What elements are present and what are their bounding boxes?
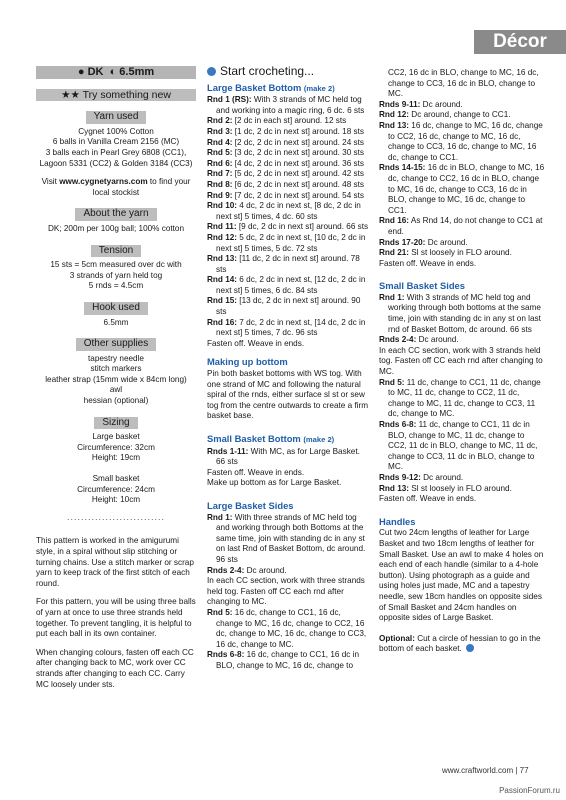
supply-item: leather strap (15mm wide x 84cm long)	[45, 374, 187, 384]
hook-size: 6.5mm	[119, 66, 155, 78]
yarn-line: 3 balls each in Pearl Grey 6808 (CC1), Lagoon 5331 (CC2) & Golden 3184 (CC3)	[39, 147, 193, 168]
hook-used-text: 6.5mm	[103, 317, 129, 327]
supply-item: hessian (optional)	[83, 396, 149, 406]
end-mark-icon	[466, 644, 474, 652]
tension-text: 15 sts = 5cm measured over dc with 3 strands of yarn held tog 5 rnds = 4.5cm	[50, 260, 182, 291]
other-supplies-heading: Other supplies	[76, 338, 156, 351]
supply-item: stitch markers	[90, 364, 142, 374]
sizing-text: Large basket Circumference: 32cm Height: 19cm Small basket Circumference: 24cm Height: 10cm	[77, 432, 155, 505]
divider-dots: ............................	[66, 511, 165, 522]
large-basket-bottom-heading: Large Basket Bottom (make 2)	[207, 81, 335, 93]
pattern-column-2: CC2, 16 dc in BLO, change to MC, 16 dc, change to CC3, 16 dc in BLO, change to MC. Rnds 9-11: Dc around. Rnd 12: Dc around, change to CC1. Rnd 13: 16 dc, change to MC, 16 dc, change to CC2, 16 dc, change to MC, 16 dc, change to CC3, 16 dc, change to MC, 16 dc, change to CC1. Rnds 14-15: 16 dc in BLO, change to MC, 16 dc, change to CC2, 16 dc in BLO, change to MC, 16 dc, change to CC3, 16 dc in BLO, change to MC, 16 dc, change to CC1. Rnd 16: As Rnd 14, do not change to CC1 at end. Rnds 17-20: Dc around. Rnd 21: Sl st loosely in FLO around. Fasten off. Weave in ends. Small Basket Sides Rnd 1: With 3 strands of MC held tog and working through both bottoms at the same time, join with standing dc in any st on last rnd of Basket Bottom, dc around. 66 sts Rnds 2-4: Dc around. In each CC section, work with 3 strands held tog. Fasten off CC each rnd after changing to MC. Rnd 5: 11 dc, change to CC1, 11 dc, change to MC, 11 dc, change to CC2, 11 dc, change to MC, 11 dc, change to CC3, 11 dc, change to MC. Rnds 6-8: 11 dc, change to CC1, 11 dc in BLO, change to MC, 11 dc, change to CC2, 11 dc in BLO, change to MC, 11 dc, change to CC3, 11 dc in BLO, change to MC. Rnds 9-12: Dc around. Rnd 13: Sl st loosely in FLO around. Fasten off. Weave in ends. Handles Cut two 24cm lengths of leather for Large Basket and two 18cm lengths of leather for Small Basket. Use an awl to make 4 holes on each end of each handle (similar to a 4-hole button). Using photograph as a guide and using holes just made, MC and a tapestry needle, sew 18cm handles on opposite sides of Small Basket and 24cm handles on opposite sides of Large Basket. Optional: Cut a circle of hessian to go in the bottom of each basket.	[379, 68, 545, 654]
hook-used-heading: Hook used	[84, 302, 148, 315]
stockist-text: Visit www.cygnetyarns.com to find your local stockist	[41, 177, 191, 197]
intro-paragraph: When changing colours, fasten off each CC after changing back to MC, work over CC strands after changing to each CC. Carry MC loosely under sts.	[36, 647, 194, 689]
yarn-line: Cygnet 100% Cotton	[78, 126, 154, 136]
yarn-weight-bar	[36, 66, 196, 79]
page-footer: www.craftworld.com | 77	[442, 766, 529, 775]
start-heading: Start crocheting...	[207, 66, 369, 77]
handles-text: Cut two 24cm lengths of leather for Large Basket and two 18cm lengths of leather for Small Basket. Use an awl to make 4 holes on each end of each handle (similar to a 4-hole button). Using photograph as a guide and using holes just made, MC and a tapestry needle, sew 18cm handles on opposite sides of Small Basket and 24cm handles on opposite sides of Large Basket.	[379, 528, 544, 623]
making-up-text: Pin both basket bottoms with WS tog. With one strand of MC and following the natural spiral of the rnds, either surface sl st or sew tog from the centre outwards to create a firm basket base.	[207, 369, 369, 421]
handles-heading: Handles	[379, 515, 416, 527]
small-basket-sides-heading: Small Basket Sides	[379, 280, 465, 292]
lbb-rows: Rnd 1 (RS): With 3 strands of MC held tog and working into a magic ring, 6 dc. 6 sts Rnd 2: [2 dc in each st] around. 12 sts Rnd 3: [1 dc, 2 dc in next st] around. 18 sts Rnd 4: [2 dc, 2 dc in next st] around. 24 sts Rnd 5: [3 dc, 2 dc in next st] around. 30 sts Rnd 6: [4 dc, 2 dc in next st] around. 36 sts Rnd 7: [5 dc, 2 dc in next st] around. 42 sts Rnd 8: [6 dc, 2 dc in next st] around. 48 sts Rnd 9: [7 dc, 2 dc in next st] around. 54 sts Rnd 10: 4 dc, 2 dc in next st, [8 dc, 2 dc in next st] 5 times, 4 dc. 60 sts Rnd 11: [9 dc, 2 dc in next st] around. 66 sts Rnd 12: 5 dc, 2 dc in next st, [10 dc, 2 dc in next st] 5 times, 5 dc. 72 sts Rnd 13: [11 dc, 2 dc in next st] around. 78 sts Rnd 14: 6 dc, 2 dc in next st, [12 dc, 2 dc in next st] 5 times, 6 dc. 84 sts Rnd 15: [13 dc, 2 dc in next st] around. 90 sts Rnd 16: 7 dc, 2 dc in next st, [14 dc, 2 dc in next st] 5 times, 7 dc. 96 sts Fasten off. Weave in ends.	[207, 95, 369, 348]
tension-heading: Tension	[91, 245, 141, 258]
supply-item: awl	[109, 385, 123, 395]
yarn-used-heading: Yarn used	[86, 111, 147, 124]
star-icon: ★★	[61, 88, 80, 101]
making-up-bottom-heading: Making up bottom	[207, 356, 288, 368]
bullet-icon	[207, 67, 216, 76]
intro-paragraph: For this pattern, you will be using three balls of yarn at once to use three strands held together. To prevent tangling, it is helpful to put each ball in its own container.	[36, 597, 196, 639]
info-column	[36, 66, 196, 690]
large-basket-sides-heading: Large Basket Sides	[207, 499, 294, 511]
pattern-column-1: Start crocheting... Large Basket Bottom (make 2) Rnd 1 (RS): With 3 strands of MC held tog and working into a magic ring, 6 dc. 6 sts Rnd 2: [2 dc in each st] around. 12 sts Rnd 3: [1 dc, 2 dc in next st] around. 18 sts Rnd 4: [2 dc, 2 dc in next st] around. 24 sts Rnd 5: [3 dc, 2 dc in next st] around. 30 sts Rnd 6: [4 dc, 2 dc in next st] around. 36 sts Rnd 7: [5 dc, 2 dc in next st] around. 42 sts Rnd 8: [6 dc, 2 dc in next st] around. 48 sts Rnd 9: [7 dc, 2 dc in next st] around. 54 sts Rnd 10: 4 dc, 2 dc in next st, [8 dc, 2 dc in next st] 5 times, 4 dc. 60 sts Rnd 11: [9 dc, 2 dc in next st] around. 66 sts Rnd 12: 5 dc, 2 dc in next st, [10 dc, 2 dc in next st] 5 times, 5 dc. 72 sts Rnd 13: [11 dc, 2 dc in next st] around. 78 sts Rnd 14: 6 dc, 2 dc in next st, [12 dc, 2 dc in next st] 5 times, 6 dc. 84 sts Rnd 15: [13 dc, 2 dc in next st] around. 90 sts Rnd 16: 7 dc, 2 dc in next st, [14 dc, 2 dc in next st] 5 times, 7 dc. 96 sts Fasten off. Weave in ends. Making up bottom Pin both basket bottoms with WS tog. With one strand of MC and following the natural spiral of the rnds, either surface sl st or sew tog from the centre outwards to create a firm basket base. Small Basket Bottom (make 2) Rnds 1-11: With MC, as for Large Basket. 66 sts Fasten off. Weave in ends. Make up bottom as for Large Basket. Large Basket Sides Rnd 1: With three strands of MC held tog and working through both Bottoms at the same time, join with standing dc in any st on last Rnd of Basket Bottom, dc around. 96 sts Rnds 2-4: Dc around. In each CC section, work with three strands held tog. Fasten off CC each rnd after changing to MC. Rnd 5: 16 dc, change to CC1, 16 dc, change to MC, 16 dc, change to CC2, 16 dc, change to MC, 16 dc, change to CC3, 16 dc, change to MC. Rnds 6-8: 16 dc, change to CC1, 16 dc in BLO, change to MC, 16 dc, change to	[207, 64, 369, 670]
section-tab: Décor	[474, 30, 566, 54]
about-yarn-text: DK; 200m per 100g ball; 100% cotton	[47, 223, 185, 233]
yarn-url-link[interactable]: www.cygnetyarns.com	[59, 177, 148, 187]
sizing-heading: Sizing	[94, 417, 137, 430]
supplies-list	[36, 354, 196, 407]
difficulty-label: Try something new	[82, 88, 171, 101]
supply-item: tapestry needle	[88, 353, 144, 363]
yarn-used-list	[36, 127, 196, 199]
intro-paragraph: This pattern is worked in the amigurumi style, in a spiral without slip stitching or turning chains. Use a stitch marker or scrap yarn to keep track of the first stitch of each round.	[36, 536, 194, 588]
small-basket-bottom-heading: Small Basket Bottom (make 2)	[207, 433, 335, 444]
hook-icon: ◐	[109, 66, 117, 78]
about-yarn-heading: About the yarn	[75, 208, 156, 221]
yarn-ball-icon: ●	[77, 66, 85, 78]
optional-note: Optional: Cut a circle of hessian to go in the bottom of each basket.	[379, 633, 541, 654]
difficulty-bar	[36, 89, 196, 102]
yarn-weight: DK	[87, 66, 104, 78]
watermark: PassionForum.ru	[499, 786, 560, 795]
yarn-line: 6 balls in Vanilla Cream 2156 (MC)	[52, 137, 180, 147]
